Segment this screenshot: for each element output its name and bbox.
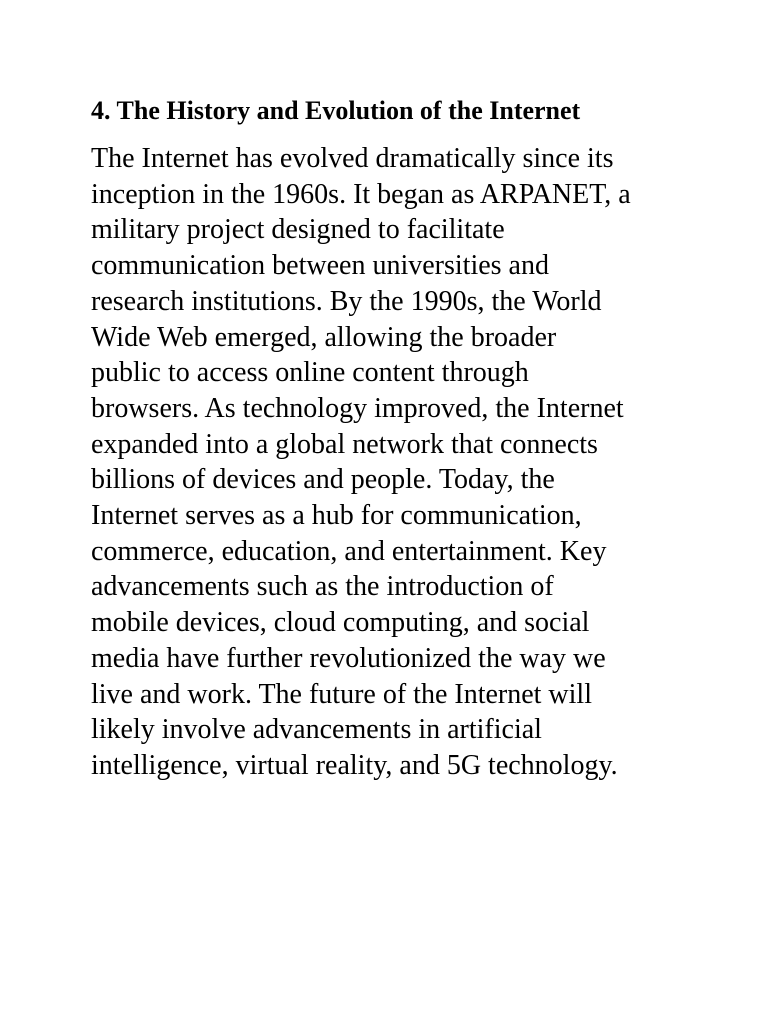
paragraph-line: military project designed to facilitate [91, 214, 505, 246]
paragraph-line: intelligence, virtual reality, and 5G technology. [91, 749, 618, 781]
document-content [91, 94, 691, 784]
body-paragraph [91, 141, 691, 784]
paragraph-line: expanded into a global network that connects [91, 428, 598, 460]
paragraph-line: mobile devices, cloud computing, and social [91, 607, 590, 639]
paragraph-line: media have further revolutionized the way we [91, 642, 606, 674]
paragraph-line: public to access online content through [91, 357, 529, 389]
paragraph-line: Wide Web emerged, allowing the broader [91, 321, 557, 353]
paragraph-line: likely involve advancements in artificial [91, 714, 542, 746]
paragraph-line: browsers. As technology improved, the Internet [91, 392, 624, 424]
paragraph-line: live and work. The future of the Internet will [91, 678, 592, 710]
paragraph-line: inception in the 1960s. It began as ARPANET, a [91, 178, 631, 210]
section-heading: 4. The History and Evolution of the Internet [91, 96, 581, 125]
paragraph-line: communication between universities and [91, 250, 549, 282]
paragraph-line: billions of devices and people. Today, the [91, 464, 555, 496]
paragraph-line: Internet serves as a hub for communication, [91, 500, 582, 532]
paragraph-line: research institutions. By the 1990s, the World [91, 285, 602, 317]
paragraph-line: The Internet has evolved dramatically since its [91, 143, 614, 174]
paragraph-line: commerce, education, and entertainment. Key [91, 535, 607, 567]
paragraph-line: advancements such as the introduction of [91, 571, 554, 603]
